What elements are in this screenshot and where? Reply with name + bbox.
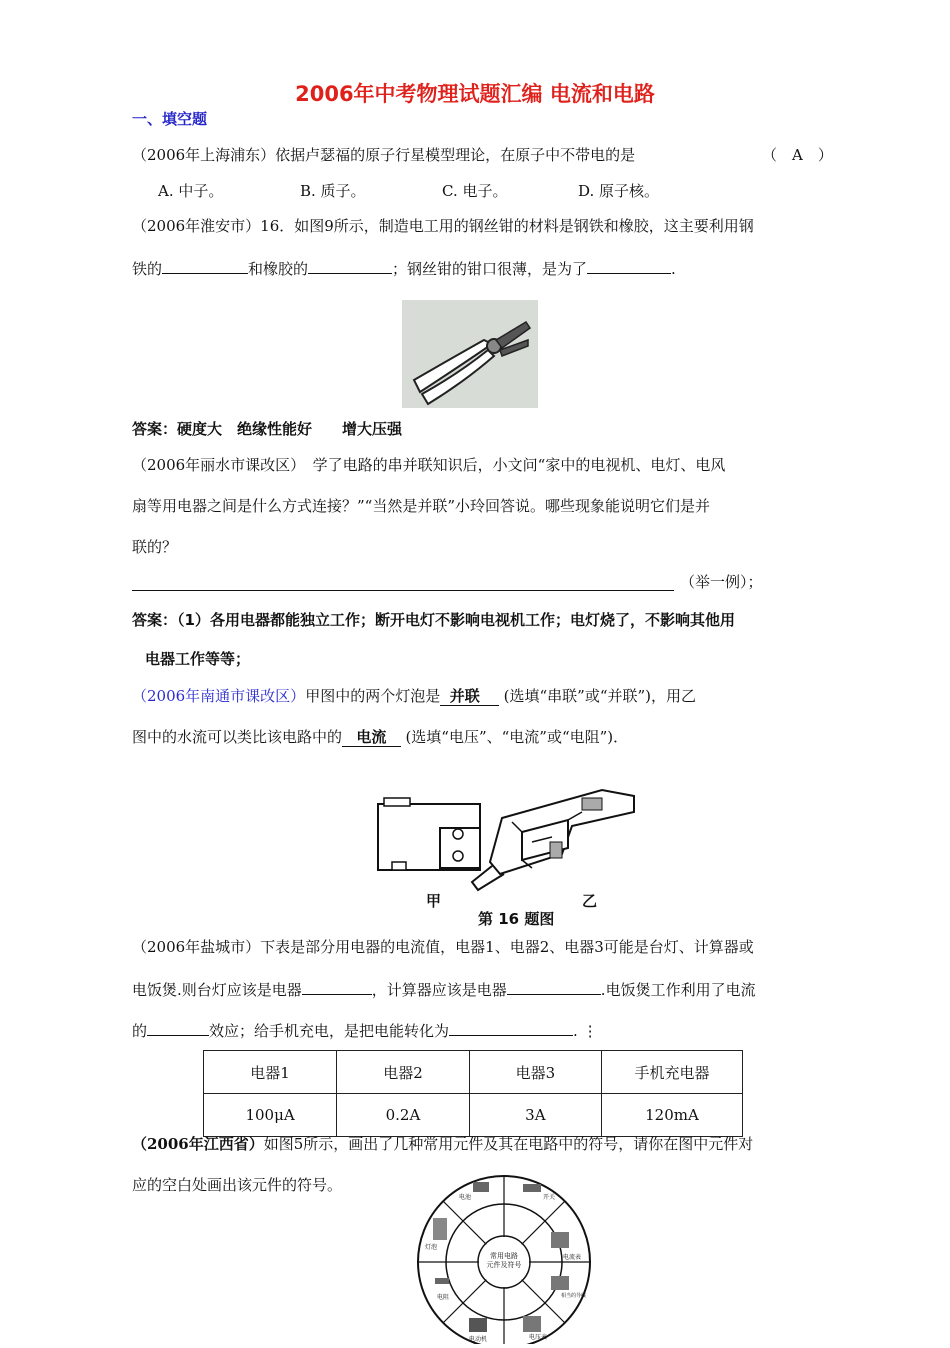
components-wheel (415, 1172, 593, 1344)
pliers-figure (402, 300, 538, 408)
q5-line2: 电饭煲.则台灯应该是电器 ，计算器应该是电器 .电饭煲工作利用了电流 (132, 978, 756, 1000)
q2-line1: （2006年淮安市）16．如图9所示，制造电工用的钢丝钳的材料是钢铁和橡胶，这主要利用钢 (132, 217, 754, 235)
q2-answer: 答案：硬度大 绝缘性能好 增大压强 (132, 420, 403, 438)
table-cell: 120mA (601, 1094, 742, 1137)
wheel-label-voltmeter: 电压表 (529, 1334, 548, 1341)
q5-line3: 的 效应；给手机充电，是把电能转化为 . ⋮ (132, 1019, 598, 1041)
q1-text: （2006年上海浦东）依据卢瑟福的原子行星模型理论，在原子中不带电的是 (132, 146, 636, 164)
wheel-label-switch: 开关 (543, 1194, 556, 1201)
figure-caption: 第 16 题图 (478, 910, 555, 928)
q3-answer-line2: 电器工作等等； (145, 650, 251, 668)
q3-line1: （2006年丽水市课改区） 学了电路的串并联知识后，小文问“家中的电视机、电灯、电风 (132, 456, 726, 474)
section-heading: 一、填空题 (132, 110, 208, 128)
wheel-label-battery: 电池 (459, 1194, 472, 1201)
q1-option-b: B. 质子。 (300, 182, 366, 200)
table-cell: 100μA (204, 1094, 337, 1137)
q4-line2: 图中的水流可以类比该电路中的 电流 (选填“电压”、“电流”或“电阻”)． (132, 728, 629, 746)
q2-line2: 铁的 和橡胶的 ；钢丝钳的钳口很薄，是为了 . (132, 257, 676, 279)
q1-answer: （ A ） (762, 146, 833, 164)
page-title: 2006年中考物理试题汇编 电流和电路 (295, 82, 655, 106)
table-row (204, 1094, 743, 1137)
q1-option-c: C. 电子。 (442, 182, 508, 200)
table-header: 手机充电器 (601, 1051, 742, 1094)
circuit-figure (372, 782, 642, 910)
q5-line1: （2006年盐城市）下表是部分用电器的电流值，电器1、电器2、电器3可能是台灯、计算器或 (132, 938, 754, 956)
label-yi: 乙 (582, 892, 598, 910)
wheel-label-bulb: 灯泡 (425, 1244, 438, 1251)
table-cell: 0.2A (337, 1094, 470, 1137)
q1-option-a: A. 中子。 (158, 182, 224, 200)
q3-line2: 扇等用电器之间是什么方式连接？”“当然是并联”小玲回答说。哪些现象能说明它们是并 (132, 497, 711, 515)
table-row (204, 1051, 743, 1094)
wheel-center-label: 常用电路 元件及符号 (486, 1252, 522, 1269)
wheel-label-wire: 相当的导线 (561, 1293, 587, 1299)
q6-line1: （2006年江西省）如图5所示，画出了几种常用元件及其在电路中的符号，请你在图中元件对 (132, 1135, 754, 1153)
table-header: 电器3 (469, 1051, 601, 1094)
table-header: 电器2 (337, 1051, 470, 1094)
wheel-label-ammeter: 电流表 (563, 1254, 582, 1261)
q3-answer-blank (132, 590, 674, 591)
q6-line2: 应的空白处画出该元件的符号。 (132, 1176, 343, 1194)
q3-line3: 联的？ (132, 538, 178, 556)
wheel-label-motor: 电动机 (469, 1336, 488, 1343)
table-cell: 3A (469, 1094, 601, 1137)
table-header: 电器1 (204, 1051, 337, 1094)
q1-option-d: D. 原子核。 (578, 182, 660, 200)
wheel-label-resistor: 电阻 (437, 1294, 450, 1301)
q4-line1: （2006年南通市课改区）甲图中的两个灯泡是 并联 (选填“串联”或“并联”)，用乙 (132, 687, 697, 705)
q3-answer-line1: 答案：（1）各用电器都能独立工作；断开电灯不影响电视机工作；电灯烧了，不影响其他用 (132, 611, 735, 629)
label-jia: 甲 (426, 892, 442, 910)
q3-tail: （举一例）； (680, 573, 763, 591)
current-table (203, 1050, 743, 1137)
